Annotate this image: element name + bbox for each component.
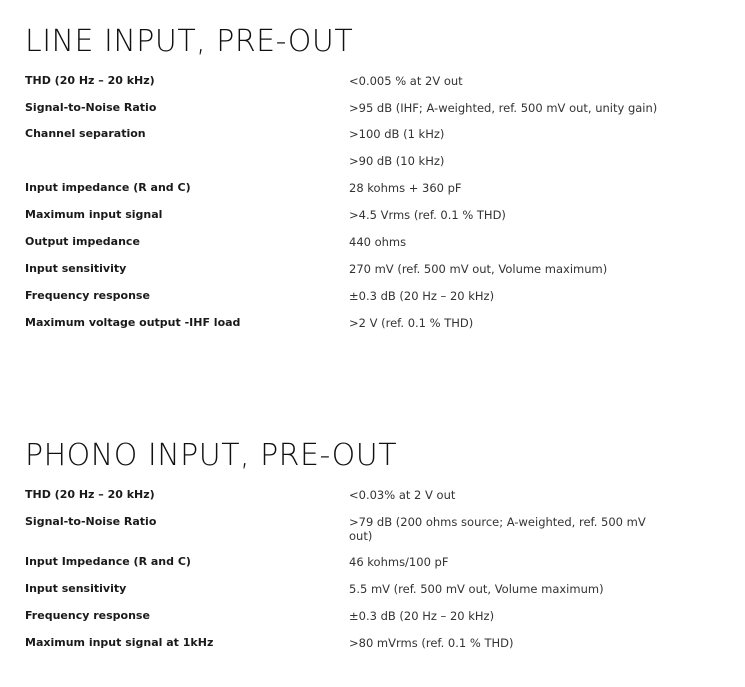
spec-row [25, 289, 725, 303]
phono-input-title: PHONO INPUT, PRE-OUT [25, 438, 398, 473]
line-input-spec-table [25, 74, 725, 330]
spec-value: >100 dB (1 kHz) [349, 127, 445, 141]
spec-row [25, 515, 725, 543]
spec-row [25, 127, 725, 141]
spec-label: THD (20 Hz – 20 kHz) [25, 488, 155, 501]
spec-row [25, 154, 725, 168]
spec-label: Input Impedance (R and C) [25, 555, 191, 568]
spec-label: Maximum input signal [25, 208, 163, 221]
spec-row [25, 208, 725, 222]
spec-label: Maximum input signal at 1kHz [25, 636, 214, 649]
spec-row [25, 582, 725, 596]
spec-value: >2 V (ref. 0.1 % THD) [349, 316, 474, 330]
spec-label: Signal-to-Noise Ratio [25, 101, 157, 114]
spec-value: ±0.3 dB (20 Hz – 20 kHz) [349, 289, 495, 303]
spec-label: Channel separation [25, 127, 146, 140]
spec-row [25, 101, 725, 115]
phono-input-spec-table [25, 488, 725, 650]
spec-label: Frequency response [25, 609, 150, 622]
phono-input-section [25, 436, 725, 663]
spec-label: Frequency response [25, 289, 150, 302]
spec-label: Signal-to-Noise Ratio [25, 515, 157, 528]
spec-value: 46 kohms/100 pF [349, 555, 449, 569]
spec-label: Maximum voltage output -IHF load [25, 316, 241, 329]
spec-label: Output impedance [25, 235, 140, 248]
spec-value: 5.5 mV (ref. 500 mV out, Volume maximum) [349, 582, 604, 596]
spec-row [25, 262, 725, 276]
spec-value: <0.005 % at 2V out [349, 74, 463, 88]
spec-row [25, 609, 725, 623]
spec-label: Input impedance (R and C) [25, 181, 191, 194]
spec-row [25, 181, 725, 195]
spec-label: Input sensitivity [25, 262, 127, 275]
spec-row [25, 555, 725, 569]
spec-value: >95 dB (IHF; A-weighted, ref. 500 mV out, unity gain) [349, 101, 658, 115]
line-input-title: LINE INPUT, PRE-OUT [25, 24, 354, 59]
spec-row [25, 235, 725, 249]
spec-row [25, 74, 725, 88]
spec-label: Input sensitivity [25, 582, 127, 595]
spec-row [25, 636, 725, 650]
spec-row [25, 316, 725, 330]
spec-label: THD (20 Hz – 20 kHz) [25, 74, 155, 87]
spec-value: 28 kohms + 360 pF [349, 181, 462, 195]
spec-row [25, 488, 725, 502]
spec-value: >79 dB (200 ohms source; A-weighted, ref. 500 mV out) [349, 515, 646, 543]
line-input-section [25, 22, 725, 343]
spec-value: >4.5 Vrms (ref. 0.1 % THD) [349, 208, 506, 222]
spec-value: <0.03% at 2 V out [349, 488, 456, 502]
spec-value: >80 mVrms (ref. 0.1 % THD) [349, 636, 514, 650]
spec-value: >90 dB (10 kHz) [349, 154, 445, 168]
spec-value: ±0.3 dB (20 Hz – 20 kHz) [349, 609, 495, 623]
spec-value: 440 ohms [349, 235, 407, 249]
spec-value: 270 mV (ref. 500 mV out, Volume maximum) [349, 262, 608, 276]
